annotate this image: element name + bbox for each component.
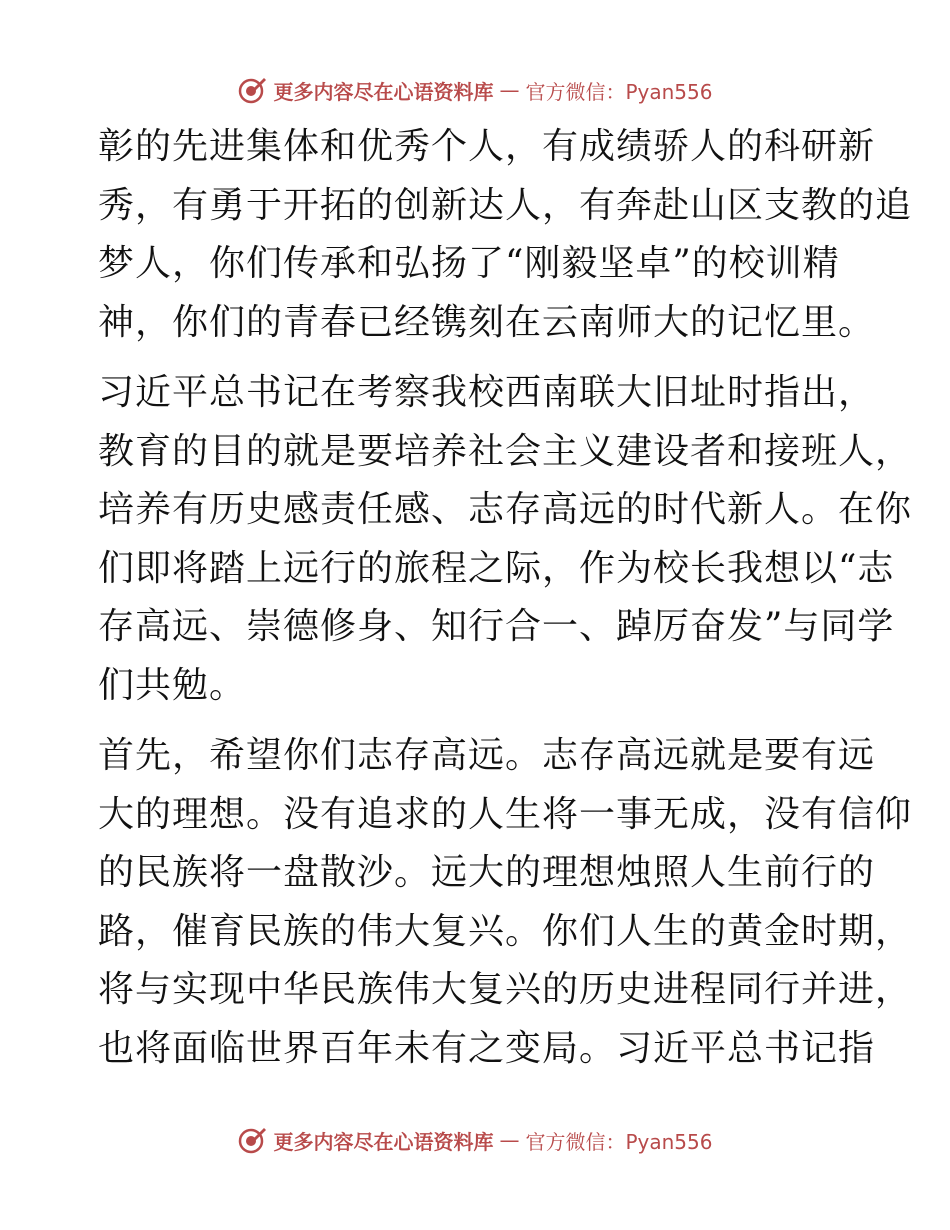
text-line: 路，催育民族的伟大复兴。你们人生的黄金时期， xyxy=(98,910,913,952)
text-line: 们共勉。 xyxy=(98,664,247,706)
text-line: 梦人，你们传承和弘扬了“刚毅坚卓”的校训精 xyxy=(98,243,840,284)
text-line: 培养有历史感责任感、志存高远的时代新人。在你 xyxy=(98,489,913,530)
text-line: 的民族将一盘散沙。远大的理想烛照人生前行的 xyxy=(98,852,876,893)
text-line: 大的理想。没有追求的人生将一事无成，没有信仰 xyxy=(98,793,913,835)
text-line: 习近平总书记在考察我校西南联大旧址时指出， xyxy=(98,372,876,413)
paragraph-3 xyxy=(98,727,913,1078)
footer-wechat-text: 官方微信：Pyan556 xyxy=(525,1129,713,1154)
header-wechat-text: 官方微信：Pyan556 xyxy=(525,79,713,104)
header-site-text: 更多内容尽在心语资料库 xyxy=(273,79,494,104)
footer-dash: — xyxy=(499,1128,520,1152)
text-line: 将与实现中华民族伟大复兴的历史进程同行并进， xyxy=(98,969,913,1010)
text-line: 彰的先进集体和优秀个人，有成绩骄人的科研新 xyxy=(98,126,876,167)
text-line: 秀，有勇于开拓的创新达人，有奔赴山区支教的追 xyxy=(98,184,913,226)
text-line: 神，你们的青春已经镌刻在云南师大的记忆里。 xyxy=(98,301,876,343)
footer-site-text: 更多内容尽在心语资料库 xyxy=(273,1129,494,1154)
paragraph-gap xyxy=(98,352,858,364)
document-body xyxy=(98,118,913,1078)
paragraph-2 xyxy=(98,364,913,715)
header-banner xyxy=(0,70,950,110)
header-dash: — xyxy=(499,78,520,102)
text-line: 也将面临世界百年未有之变局。习近平总书记指 xyxy=(98,1027,876,1069)
paragraph-gap xyxy=(98,715,858,727)
header-banner-inner xyxy=(237,75,712,105)
footer-banner xyxy=(0,1120,950,1160)
footer-banner-inner xyxy=(237,1125,712,1155)
text-line: 们即将踏上远行的旅程之际，作为校长我想以“志 xyxy=(98,547,895,589)
text-line: 存高远、崇德修身、知行合一、踔厉奋发”与同学 xyxy=(98,606,895,647)
text-line: 教育的目的就是要培养社会主义建设者和接班人， xyxy=(98,430,913,472)
text-line: 首先，希望你们志存高远。志存高远就是要有远 xyxy=(98,735,876,776)
pen-logo-icon xyxy=(237,1125,267,1155)
pen-logo-icon xyxy=(237,75,267,105)
paragraph-1 xyxy=(98,118,913,352)
